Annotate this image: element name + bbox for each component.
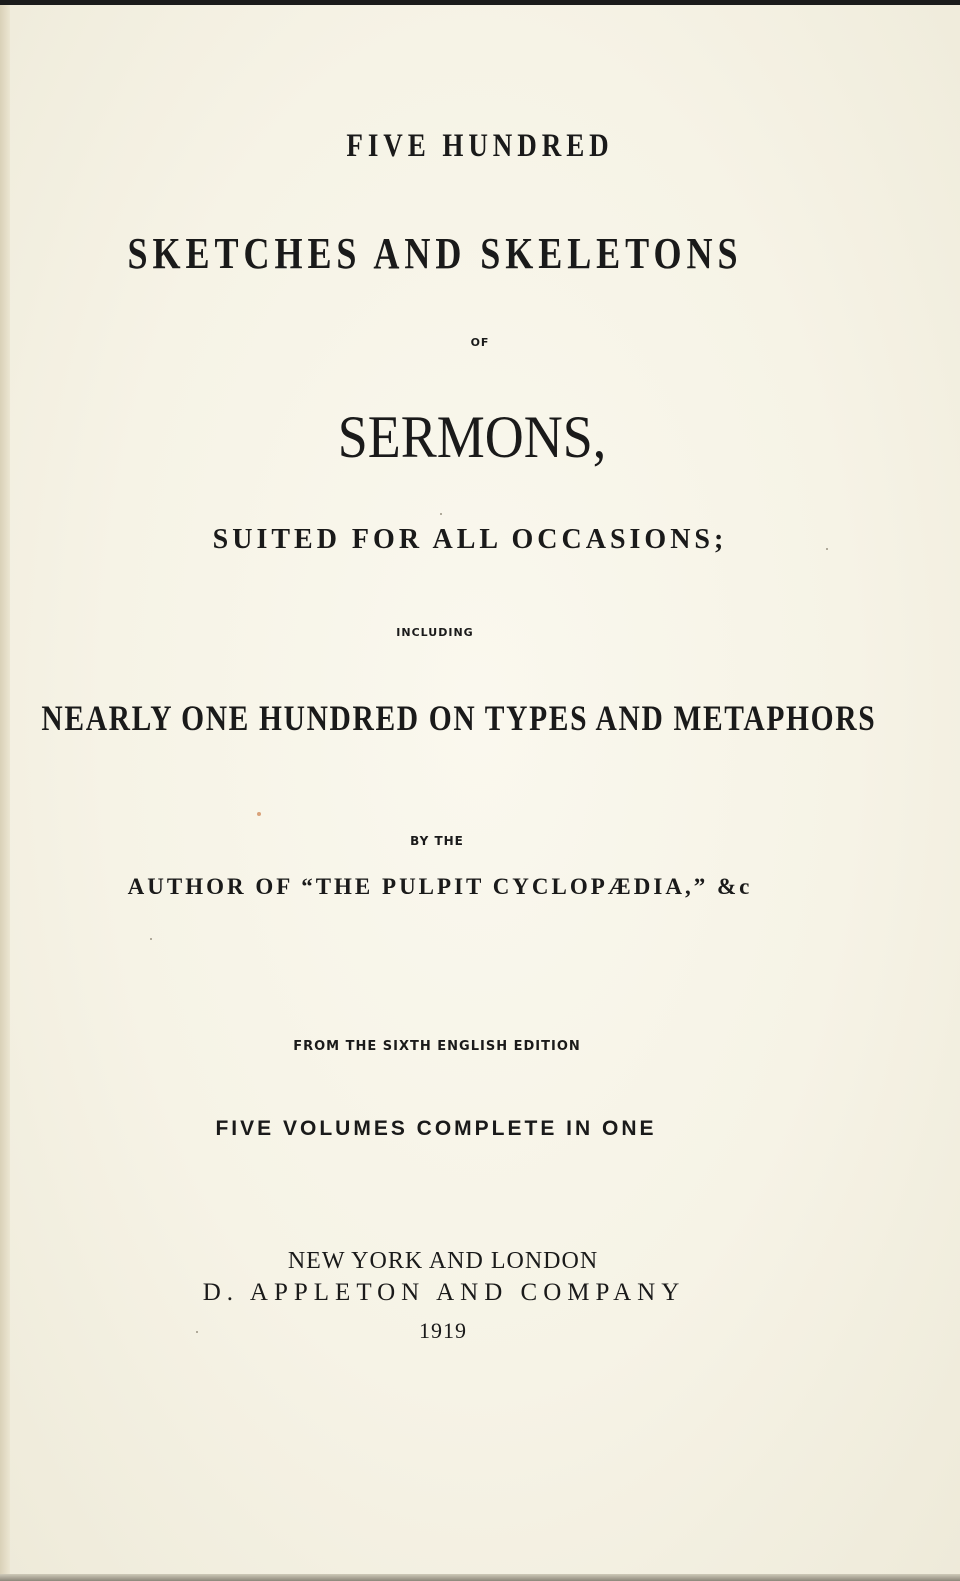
- title-line-sketches-and-skeletons: SKETCHES AND SKELETONS: [127, 229, 743, 278]
- main-title-sermons: SERMONS,: [337, 404, 607, 470]
- page-top-edge: [0, 0, 960, 5]
- imprint-publisher: D. APPLETON AND COMPANY: [202, 1279, 686, 1306]
- paper-speck: [257, 812, 261, 816]
- title-line-five-hundred: FIVE HUNDRED: [346, 128, 614, 164]
- paper-speck: [196, 1331, 198, 1333]
- subtitle-suited-for-all-occasions: SUITED FOR ALL OCCASIONS;: [212, 524, 728, 555]
- imprint-year: 1919: [419, 1318, 467, 1343]
- edition-line: FROM THE SIXTH ENGLISH EDITION: [293, 1039, 581, 1054]
- author-line: AUTHOR OF “THE PULPIT CYCLOPÆDIA,” &c: [127, 874, 753, 899]
- paper-speck: [440, 513, 442, 515]
- volumes-line: FIVE VOLUMES COMPLETE IN ONE: [215, 1117, 657, 1140]
- subtitle-nearly-one-hundred: NEARLY ONE HUNDRED ON TYPES AND METAPHORS: [41, 698, 877, 738]
- title-line-of: OF: [470, 336, 490, 349]
- imprint-place: NEW YORK AND LONDON: [287, 1248, 599, 1274]
- page-bottom-edge: [0, 1574, 960, 1581]
- paper-speck: [150, 938, 152, 940]
- title-line-by-the: BY THE: [410, 834, 464, 848]
- paper-speck: [826, 548, 828, 550]
- title-line-including: INCLUDING: [396, 626, 474, 639]
